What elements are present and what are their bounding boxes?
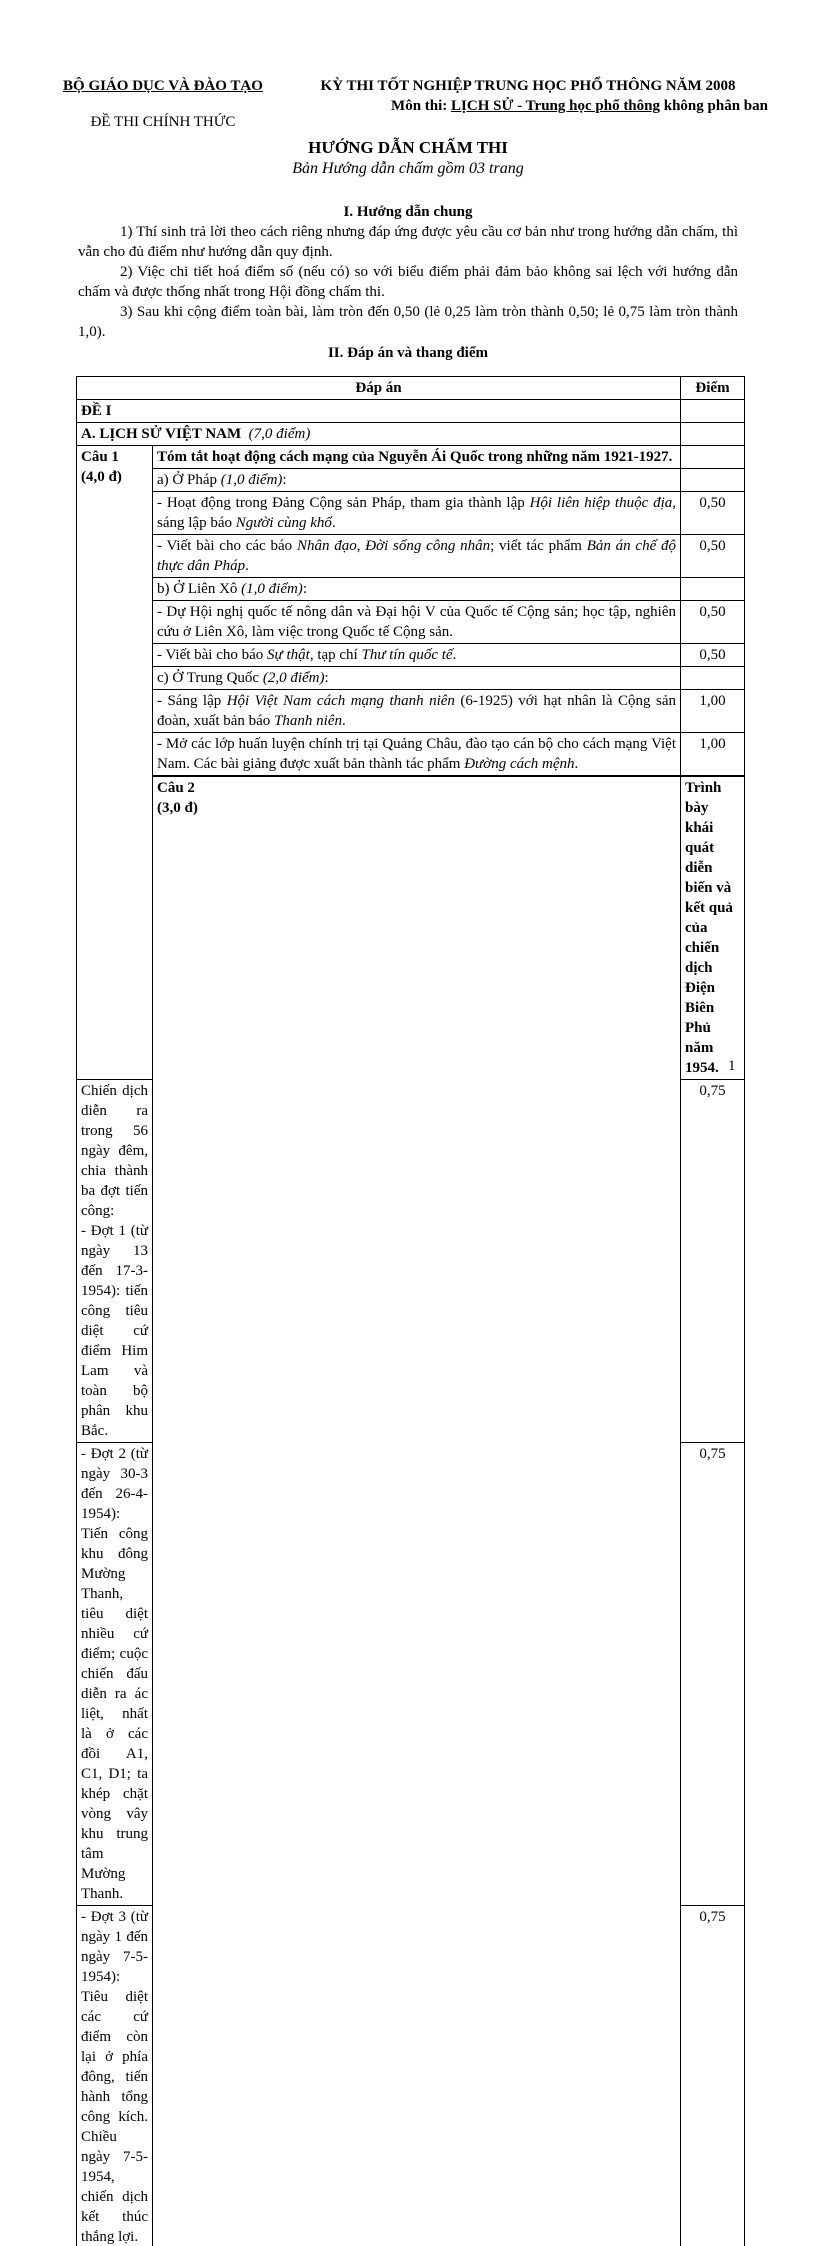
score-value: 1,00 [681,690,745,733]
exam-title: KỲ THI TỐT NGHIỆP TRUNG HỌC PHỔ THÔNG NĂM 2008 [288,76,768,96]
question-1-label: Câu 1 (4,0 đ) [77,446,153,1080]
q2-item: Chiến dịch diễn ra trong 56 ngày đêm, chia thành ba đợt tiến công: - Đợt 1 (từ ngày 13 đến 17-3-1954): tiến công tiêu diệt cứ điểm Him Lam và toàn bộ phân khu Bắc. [77,1080,153,1443]
general-paragraph-3: 3) Sau khi cộng điểm toàn bài, làm tròn đến 0,50 (lẻ 0,25 làm tròn thành 0,50; lẻ 0,75 làm tròn thành 1,0). [78,302,738,342]
score-value: 0,75 [681,1080,745,1443]
q1-item: - Sáng lập Hội Việt Nam cách mạng thanh niên (6-1925) với hạt nhân là Cộng sản đoàn, xuất bản báo Thanh niên. [153,690,681,733]
q1-subheading-c: c) Ở Trung Quốc (2,0 điểm): [153,667,681,690]
table-row [77,776,745,1080]
q1-item: - Mở các lớp huấn luyện chính trị tại Quảng Châu, đào tạo cán bộ cho cách mạng Việt Nam. Các bài giảng được xuất bản thành tác phẩm Đường cách mệnh. [153,733,681,777]
table-header-row [77,377,745,400]
score-value: 0,50 [681,492,745,535]
q2-item: - Đợt 2 (từ ngày 30-3 đến 26-4-1954): Tiến công khu đông Mường Thanh, tiêu diệt nhiều cứ điểm; cuộc chiến đấu diễn ra ác liệt, nhất là ở các đồi A1, C1, D1; ta khép chặt vòng vây khu trung tâm Mường Thanh. [77,1443,153,1906]
table-row [77,644,745,667]
q1-subheading-a: a) Ở Pháp (1,0 điểm): [153,469,681,492]
score-value: 0,50 [681,535,745,578]
part-a-heading: A. LỊCH SỬ VIỆT NAM (7,0 điểm) [77,423,681,446]
table-row [77,446,745,469]
exam-subject: Môn thi: LỊCH SỬ - Trung học phổ thông không phân ban [288,96,768,116]
question-1-title: Tóm tắt hoạt động cách mạng của Nguyễn Ái Quốc trong những năm 1921-1927. [153,446,681,469]
page-title: HƯỚNG DẪN CHẤM THI [0,138,816,158]
subject-underlined: LỊCH SỬ - Trung học phổ thông [451,98,660,114]
q2-item: - Đợt 3 (từ ngày 1 đến ngày 7-5-1954): Tiêu diệt các cứ điểm còn lại ở phía đông, tiến hành tổng công kích. Chiều ngày 7-5-1954, chiến dịch kết thúc thắng lợi. [77,1906,153,2246]
q1-subheading-b: b) Ở Liên Xô (1,0 điểm): [153,578,681,601]
table-row [77,492,745,535]
table-row [77,690,745,733]
col-answer-header: Đáp án [77,377,681,400]
section-answers-title: II. Đáp án và thang điểm [0,343,816,363]
table-row [77,535,745,578]
table-row [77,469,745,492]
page-subtitle: Bản Hướng dẫn chấm gồm 03 trang [0,159,816,179]
question-2-label: Câu 2 (3,0 đ) [153,776,681,2246]
general-paragraph-1: 1) Thí sinh trả lời theo cách riêng nhưng đáp ứng được yêu cầu cơ bản như trong hướng dẫn chấm, thì vẫn cho đủ điểm như hướng dẫn quy định. [78,222,738,262]
official-label: ĐỀ THI CHÍNH THỨC [48,112,278,132]
section-general-title: I. Hướng dẫn chung [0,202,816,222]
q1-item: - Viết bài cho các báo Nhân đạo, Đời sống công nhân; viết tác phẩm Bản án chế độ thực dân Pháp. [153,535,681,578]
q1-item: - Hoạt động trong Đảng Cộng sản Pháp, tham gia thành lập Hội liên hiệp thuộc địa, sáng lập báo Người cùng khổ. [153,492,681,535]
table-row [77,601,745,644]
ministry-name: BỘ GIÁO DỤC VÀ ĐÀO TẠO [48,76,278,96]
q1-item: - Viết bài cho báo Sự thật, tạp chí Thư tín quốc tế. [153,644,681,667]
table-row [77,667,745,690]
score-value: 0,75 [681,1906,745,2246]
table-row [77,400,745,423]
exam-variant: ĐỀ I [77,400,681,423]
page-number: 1 [728,1056,736,1076]
score-value: 0,50 [681,644,745,667]
table-row [77,733,745,777]
general-paragraph-2: 2) Việc chi tiết hoá điểm số (nếu có) so với biểu điểm phải đảm bảo không sai lệch với hướng dẫn chấm và được thống nhất trong Hội đồng chấm thi. [78,262,738,302]
table-row [77,423,745,446]
table-row [77,578,745,601]
score-value: 0,75 [681,1443,745,1906]
question-2-title: Trình bày khái quát diễn biến và kết quả của chiến dịch Điện Biên Phủ năm 1954. [681,776,745,1080]
col-score-header: Điểm [681,377,745,400]
answer-table [76,376,745,2246]
score-value: 1,00 [681,733,745,777]
q1-item: - Dự Hội nghị quốc tế nông dân và Đại hội V của Quốc tế Cộng sản; học tập, nghiên cứu ở Liên Xô, làm việc trong Quốc tế Cộng sản. [153,601,681,644]
score-value: 0,50 [681,601,745,644]
